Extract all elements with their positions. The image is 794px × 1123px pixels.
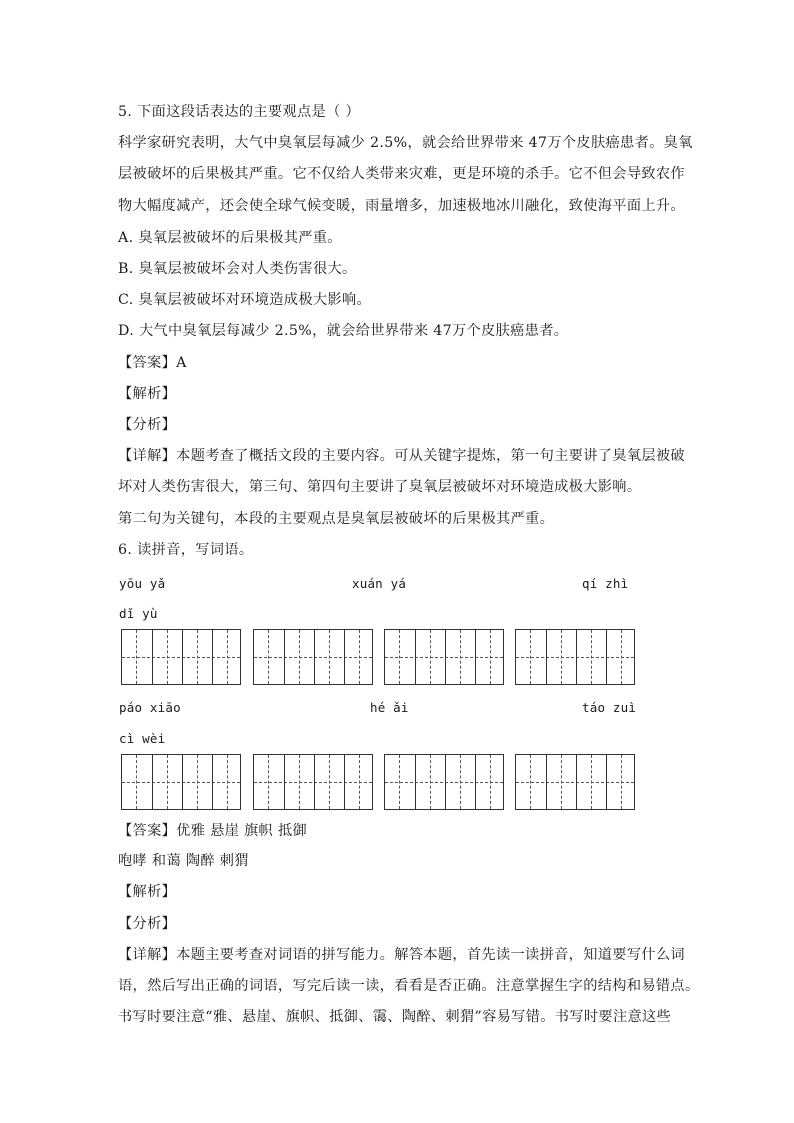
pinyin-heai: hé ǎi xyxy=(370,700,409,715)
word-box[interactable] xyxy=(515,754,635,810)
answer-label: 【答案】A xyxy=(118,355,187,371)
q6-detail-line-3: 书写时要注意“雅、悬崖、旗帜、抵御、霭、陶醉、刺猬”容易写错。书写时要注意这些 xyxy=(118,1009,672,1025)
detail-line-2: 坏对人类伤害很大，第三句、第四句主要讲了臭氧层被破坏对环境造成极大影响。 xyxy=(118,479,642,495)
detail-line-1: 【详解】本题考查了概括文段的主要内容。可从关键字提炼，第一句主要讲了臭氧层被破 xyxy=(118,448,685,464)
q6-answer-line-2: 咆哮 和蔼 陶醉 刺猬 xyxy=(118,853,249,869)
word-box[interactable] xyxy=(515,629,635,685)
option-d: D. 大气中臭氧层每减少 2.5%，就会给世界带来 47万个皮肤癌患者。 xyxy=(118,323,569,339)
question-5-title: 5. 下面这段话表达的主要观点是（ ） xyxy=(118,104,361,120)
word-box[interactable] xyxy=(384,754,504,810)
option-a: A. 臭氧层被破坏的后果极其严重。 xyxy=(118,230,342,246)
passage-line-2: 层被破坏的后果极其严重。它不仅给人类带来灾难，更是环境的杀手。它不但会导致农作 xyxy=(118,166,685,182)
pinyin-xuanya: xuán yá xyxy=(352,576,407,591)
q6-fenxi-label: 【分析】 xyxy=(118,916,177,932)
option-c: C. 臭氧层被破坏对环境造成极大影响。 xyxy=(118,292,372,308)
q6-detail-line-2: 语，然后写出正确的词语，写完后读一读，看看是否正确。注意掌握生字的结构和易错点。 xyxy=(118,978,700,994)
detail-line-3: 第二句为关键句，本段的主要观点是臭氧层被破坏的后果极其严重。 xyxy=(118,511,555,527)
passage-line-3: 物大幅度减产，还会使全球气候变暖，雨量增多，加速极地冰川融化，致使海平面上升。 xyxy=(118,198,685,214)
q6-analysis-label: 【解析】 xyxy=(118,884,177,900)
pinyin-paoxiao: páo xiāo xyxy=(119,700,181,715)
word-box[interactable] xyxy=(253,629,373,685)
pinyin-taozui: táo zuì xyxy=(582,700,637,715)
question-6-title: 6. 读拼音，写词语。 xyxy=(118,542,254,558)
pinyin-youya: yōu yǎ xyxy=(119,576,166,591)
passage-line-1: 科学家研究表明，大气中臭氧层每减少 2.5%，就会给世界带来 47万个皮肤癌患者。臭氧 xyxy=(118,135,693,151)
word-box[interactable] xyxy=(253,754,373,810)
fenxi-label: 【分析】 xyxy=(118,417,177,433)
option-b: B. 臭氧层被破坏会对人类伤害很大。 xyxy=(118,261,357,277)
word-box[interactable] xyxy=(121,629,241,685)
q6-detail-line-1: 【详解】本题主要考查对词语的拼写能力。解答本题，首先读一读拼音，知道要写什么词 xyxy=(118,947,685,963)
analysis-label: 【解析】 xyxy=(118,386,177,402)
pinyin-qizhi: qí zhì xyxy=(582,576,629,591)
word-box[interactable] xyxy=(384,629,504,685)
word-box[interactable] xyxy=(121,754,241,810)
pinyin-diyu: dǐ yù xyxy=(119,606,158,621)
pinyin-ciwei: cì wèi xyxy=(119,731,166,746)
q6-answer-line-1: 【答案】优雅 悬崖 旗帜 抵御 xyxy=(118,823,308,839)
